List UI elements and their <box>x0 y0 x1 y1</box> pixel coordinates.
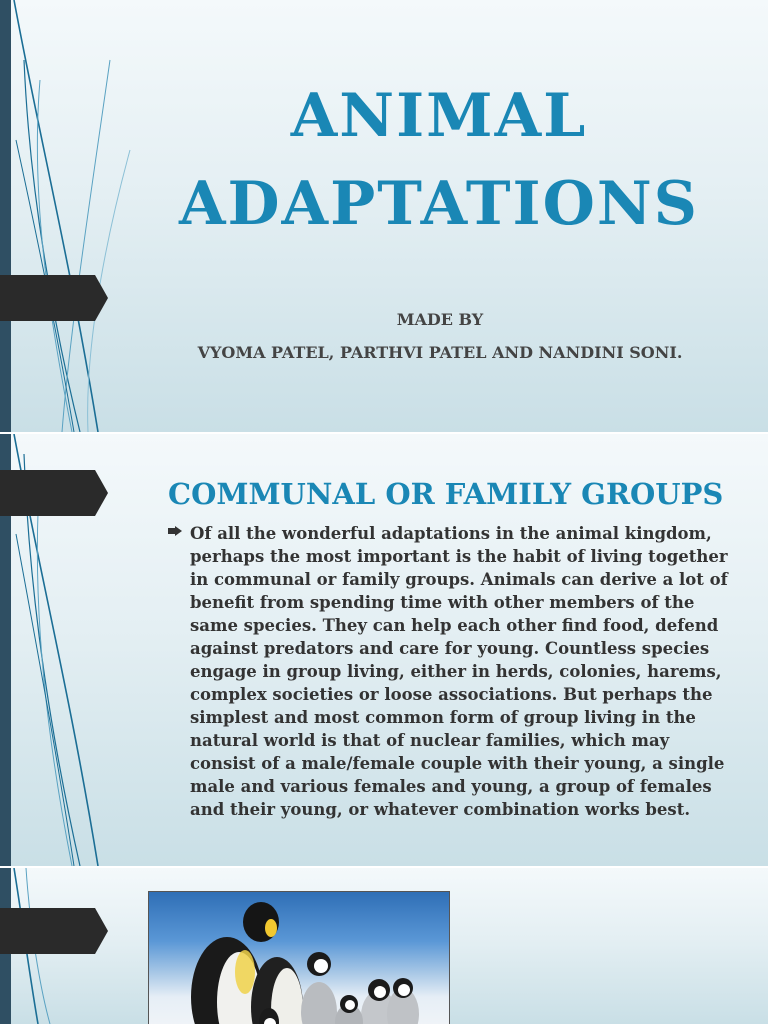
slide-tab-marker <box>0 470 108 516</box>
slide-tab-marker <box>0 908 108 954</box>
authors-line: VYOMA PATEL, PARTHVI PATEL AND NANDINI SONI. <box>197 343 683 362</box>
slide-heading: COMMUNAL OR FAMILY GROUPS <box>168 477 724 511</box>
presentation-title: ANIMAL ADAPTATIONS <box>178 81 700 239</box>
bullet-text: Of all the wonderful adaptations in the animal kingdom, perhaps the most important is the habit of living together in communal or family groups. Animals can derive a lot of benefit from spending time with other members of the same species. They can help each other find food, defend against predators and care for young. Countless species engage in group living, either in herds, colonies, harems, complex societies or loose associations. But perhaps the simplest and most common form of group living in the natural world is that of nuclear families, which may consist of a male/female couple with their young, a single male and various females and young, a group of females and their young, or whatever combination works best. <box>190 524 728 819</box>
title-slide <box>0 0 768 432</box>
penguins-illustration <box>149 892 449 1024</box>
slide-tab-marker <box>0 275 108 321</box>
bullet-item <box>168 522 728 821</box>
image-slide <box>0 868 768 1024</box>
decorative-lines <box>0 0 140 432</box>
made-by-label: MADE BY <box>396 310 484 329</box>
left-accent-strip <box>0 0 11 432</box>
content-slide <box>0 434 768 866</box>
arrow-bullet-icon <box>168 526 182 536</box>
penguin-family-photo <box>148 891 450 1024</box>
